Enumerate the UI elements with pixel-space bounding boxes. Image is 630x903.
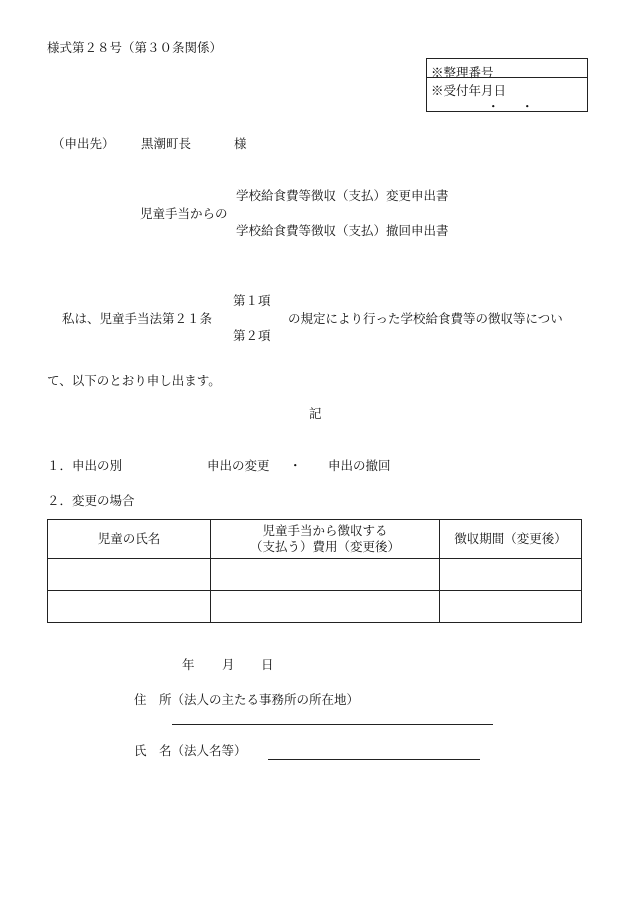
cell-cost[interactable]	[211, 591, 440, 623]
title-prefix: 児童手当からの	[140, 206, 228, 221]
addressee-recipient: 黒潮町長	[141, 136, 192, 151]
statement-part2: の規定により行った学校給食費等の徴収等につい	[288, 311, 563, 326]
item2-label: ２．変更の場合	[47, 493, 135, 508]
header-cost	[211, 520, 440, 559]
table-row	[48, 559, 582, 591]
ki-heading: 記	[309, 406, 322, 421]
address-input-line[interactable]	[172, 724, 493, 725]
clause-option-2: 第２項	[233, 328, 271, 343]
date-dot: ・	[521, 99, 534, 114]
form-number: 様式第２８号（第３０条関係）	[47, 40, 223, 55]
item1-option-withdraw[interactable]: 申出の撤回	[328, 458, 391, 473]
cell-child-name[interactable]	[48, 559, 211, 591]
cell-period[interactable]	[440, 559, 582, 591]
date-dot: ・	[487, 99, 500, 114]
address-label: 住 所（法人の主たる事務所の所在地）	[134, 692, 360, 707]
title-option-withdraw: 学校給食費等徴収（支払）撤回申出書	[236, 223, 449, 238]
office-use-box	[426, 58, 588, 112]
change-table	[47, 519, 582, 623]
receipt-date-label: ※受付年月日	[431, 83, 507, 98]
header-cost-line2: （支払う）費用（変更後）	[249, 539, 400, 554]
table-row	[48, 591, 582, 623]
statement-part1: 私は、児童手当法第２１条	[62, 311, 213, 326]
name-input-line[interactable]	[268, 759, 480, 760]
office-box-divider	[427, 77, 587, 78]
header-child-name: 児童の氏名	[48, 520, 211, 559]
item1-option-change[interactable]: 申出の変更	[207, 458, 270, 473]
date-day-label: 日	[261, 657, 274, 672]
statement-part3: て、以下のとおり申し出ます。	[47, 373, 221, 388]
header-period: 徴収期間（変更後）	[440, 520, 582, 559]
name-label: 氏 名（法人名等）	[134, 743, 247, 758]
date-year-label: 年	[182, 657, 195, 672]
addressee-honorific: 様	[234, 136, 247, 151]
header-cost-line1: 児童手当から徴収する	[262, 523, 388, 538]
cell-period[interactable]	[440, 591, 582, 623]
change-table-header-row	[48, 520, 582, 559]
addressee-label: （申出先）	[52, 136, 115, 151]
date-month-label: 月	[222, 657, 235, 672]
title-option-change: 学校給食費等徴収（支払）変更申出書	[236, 188, 449, 203]
reference-number-label: ※整理番号	[431, 65, 494, 80]
cell-child-name[interactable]	[48, 591, 211, 623]
item1-separator: ・	[289, 458, 302, 473]
item1-label: １．申出の別	[47, 458, 123, 473]
cell-cost[interactable]	[211, 559, 440, 591]
clause-option-1: 第１項	[233, 293, 271, 308]
